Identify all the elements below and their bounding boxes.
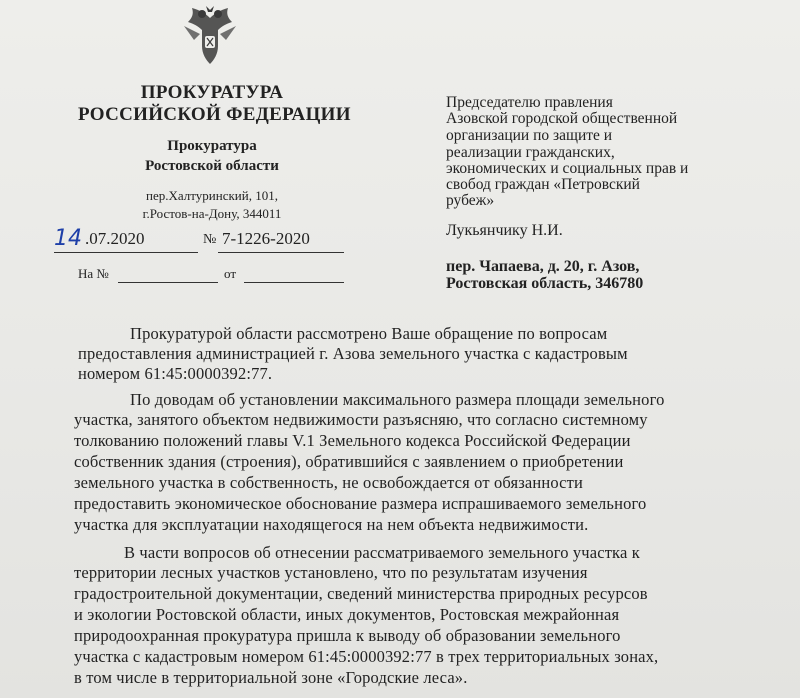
org-title-line2: РОССИЙСКОЙ ФЕДЕРАЦИИ [78, 104, 351, 125]
body-line: собственник здания (строения), обратившийся с заявлением о приобретении [74, 452, 624, 471]
recipient-line: реализации гражданских, [446, 144, 615, 161]
reference-number-line [118, 282, 218, 283]
number-label: № [203, 232, 217, 247]
recipient-line: организации по защите и [446, 127, 613, 144]
body-line: толкованию положений главы V.1 Земельного кодекса Российской Федерации [74, 431, 631, 450]
body-line: природоохранная прокуратура пришла к выводу об образовании земельного [74, 626, 621, 645]
body-line: градостроительной документации, сведений министерства природных ресурсов [74, 584, 648, 603]
coat-of-arms-emblem [180, 4, 240, 70]
body-line: В части вопросов об отнесении рассматриваемого земельного участка к [124, 543, 640, 562]
body-line: участка для эксплуатации находящегося на нем объекта недвижимости. [74, 515, 589, 534]
sender-address-line1: пер.Халтуринский, 101, [146, 188, 278, 203]
recipient-line: Азовской городской общественной [446, 110, 678, 127]
recipient-name: Лукьянчику Н.И. [446, 222, 563, 239]
sender-address-line2: г.Ростов-на-Дону, 344011 [142, 206, 282, 221]
reference-number-label: На № [78, 266, 109, 281]
reference-date-label: от [224, 266, 237, 281]
registration-number: 7-1226-2020 [222, 229, 310, 248]
body-line: номером 61:45:0000392:77. [78, 364, 273, 383]
recipient-line: Председателю правления [446, 94, 613, 111]
handwritten-day: 14 [54, 226, 82, 251]
letter-date: .07.2020 [85, 229, 145, 248]
reference-date-line [244, 282, 344, 283]
recipient-line: свобод граждан «Петровский [446, 176, 640, 193]
body-line: участка, занятого объектом недвижимости разъясняю, что согласно системному [74, 410, 648, 429]
sub-org-line2: Ростовской области [145, 158, 279, 174]
body-line: земельного участка в собственность, не освобождается от обязанности [74, 473, 583, 492]
org-title-line1: ПРОКУРАТУРА [140, 82, 284, 103]
number-underline [218, 252, 344, 253]
body-line: предоставления администрацией г. Азова земельного участка с кадастровым [78, 344, 628, 363]
date-underline [54, 252, 198, 253]
body-line: предоставить экономическое обоснование размера испрашиваемого земельного [74, 494, 647, 513]
recipient-line: экономических и социальных прав и [446, 160, 689, 177]
body-line: Прокуратурой области рассмотрено Ваше обращение по вопросам [130, 324, 608, 343]
body-line: участка с кадастровым номером 61:45:0000392:77 в трех территориальных зонах, [74, 647, 659, 666]
body-line: территории лесных участков установлено, что по результатам изучения [74, 563, 588, 582]
body-line: и экологии Ростовской области, иных документов, Ростовская межрайонная [74, 605, 620, 624]
body-line: По доводам об установлении максимального размера площади земельного [130, 390, 665, 409]
recipient-line: рубеж» [446, 192, 495, 209]
sub-org-line1: Прокуратура [167, 138, 257, 154]
body-line: в том числе в территориальной зоне «Городские леса». [74, 668, 468, 687]
recipient-address-line1: пер. Чапаева, д. 20, г. Азов, [446, 258, 640, 275]
recipient-address-line2: Ростовская область, 346780 [446, 275, 644, 292]
